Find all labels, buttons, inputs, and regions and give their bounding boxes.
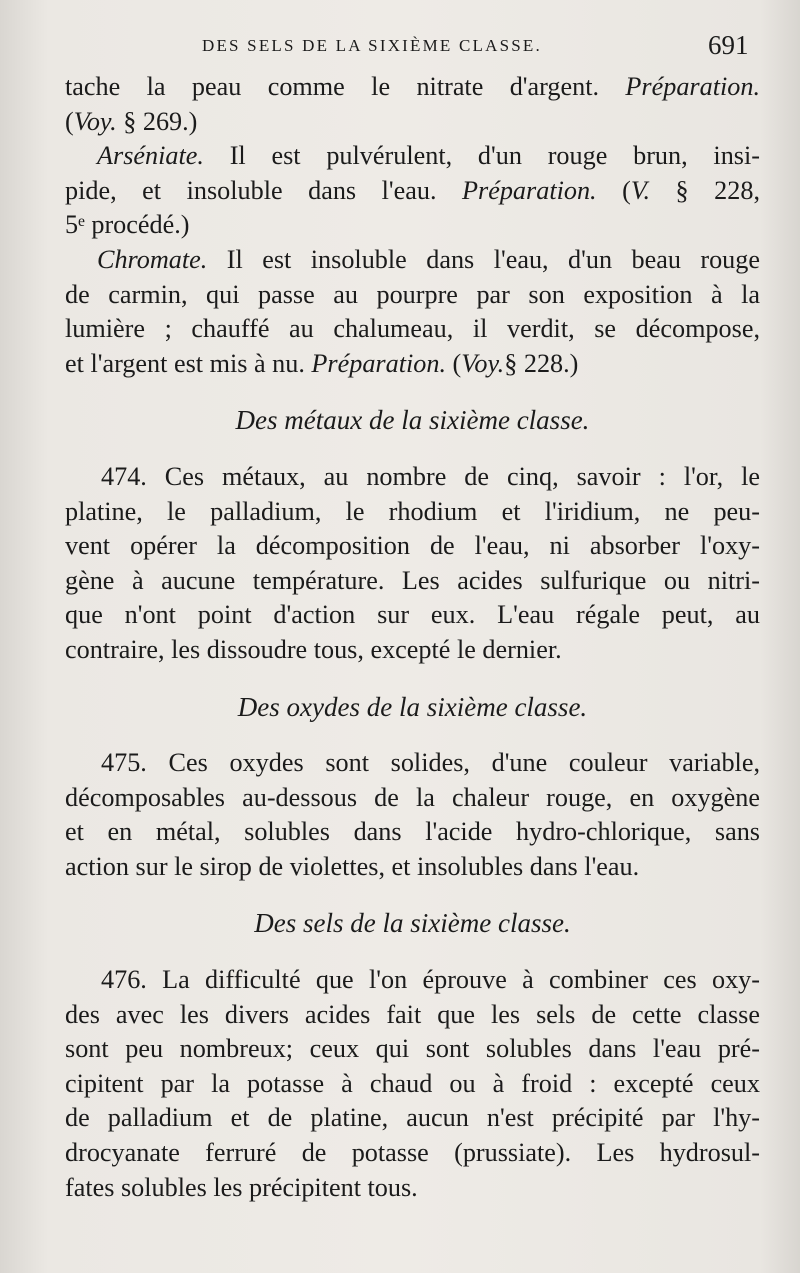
paragraph-474-line: 474. Ces métaux, au nombre de cinq, savoir : l'or, le (101, 461, 760, 491)
section-heading-sels: Des sels de la sixième classe. (254, 908, 571, 939)
paragraph-474-line: platine, le palladium, le rhodium et l'iridium, ne peu- (65, 496, 760, 526)
body-text (65, 70, 760, 1205)
text-line: pide, et insoluble dans l'eau. Préparation. (V. § 228, (65, 175, 760, 205)
running-head (0, 30, 800, 64)
section-heading-oxydes: Des oxydes de la sixième classe. (237, 691, 588, 722)
paragraph-475-line: décomposables au-dessous de la chaleur rouge, en oxygène (65, 782, 760, 812)
text-line: 5ᵉ procédé.) (65, 210, 190, 240)
paragraph-474-line: que n'ont point d'action sur eux. L'eau régale peut, au (65, 600, 760, 630)
paragraph-476-line: des avec les divers acides fait que les sels de cette classe (65, 999, 760, 1029)
paragraph-474-line: vent opérer la décomposition de l'eau, ni absorber l'oxy- (65, 531, 760, 561)
paragraph-476-line: sont peu nombreux; ceux qui sont solubles dans l'eau pré- (65, 1034, 760, 1064)
text-line: lumière ; chauffé au chalumeau, il verdit, se décompose, (65, 314, 760, 344)
paragraph-474-line: contraire, les dissoudre tous, excepté le dernier. (65, 634, 562, 664)
text-line: de carmin, qui passe au pourpre par son exposition à la (65, 279, 760, 309)
paragraph-476-line: drocyanate ferruré de potasse (prussiate). Les hydrosul- (65, 1138, 760, 1168)
arseniate-label: Arséniate. (97, 141, 204, 171)
running-head-title: DES SELS DE LA SIXIÈME CLASSE. (202, 36, 542, 55)
arseniate-entry: Arséniate. Il est pulvérulent, d'un rouge brun, insi- (97, 141, 760, 171)
section-heading-metaux: Des métaux de la sixième classe. (235, 405, 590, 436)
paragraph-475-line: 475. Ces oxydes sont solides, d'une couleur variable, (101, 748, 760, 778)
chromate-entry: Chromate. Il est insoluble dans l'eau, d'un beau rouge (97, 244, 760, 274)
paragraph-474-line: gène à aucune température. Les acides sulfurique ou nitri- (65, 565, 760, 595)
paragraph-476-line: 476. La difficulté que l'on éprouve à combiner ces oxy- (101, 965, 760, 995)
text-line: et l'argent est mis à nu. Préparation. (Voy.§ 228.) (65, 348, 579, 378)
text-line: (Voy. § 269.) (65, 106, 198, 136)
paragraph-476-line: cipitent par la potasse à chaud ou à froid : excepté ceux (65, 1068, 760, 1098)
paragraph-476-line: de palladium et de platine, aucun n'est précipité par l'hy- (65, 1103, 760, 1133)
paragraph-475-line: et en métal, solubles dans l'acide hydro-chlorique, sans (65, 817, 760, 847)
page-number: 691 (708, 30, 749, 60)
chromate-label: Chromate. (97, 244, 208, 274)
paragraph-475-line: action sur le sirop de violettes, et insolubles dans l'eau. (65, 851, 640, 881)
paragraph-476-line: fates solubles les précipitent tous. (65, 1172, 418, 1202)
text-line: tache la peau comme le nitrate d'argent. Préparation. (65, 72, 760, 101)
